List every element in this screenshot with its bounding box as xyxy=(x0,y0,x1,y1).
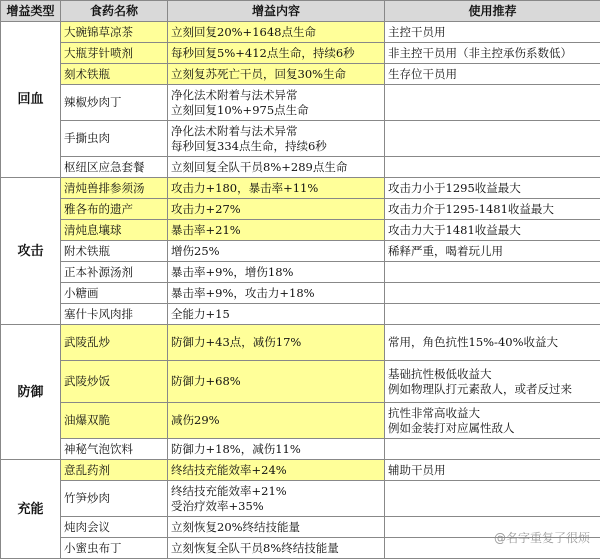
item-name-cell: 辣椒炒肉丁 xyxy=(61,85,168,121)
table-row xyxy=(1,439,600,460)
recommend-cell xyxy=(385,85,600,121)
recommend-cell: 攻击力小于1295收益最大 xyxy=(385,178,600,199)
effect-cell: 立刻复苏死亡干员，回复30%生命 xyxy=(168,64,385,85)
effect-cell: 暴击率+9%，增伤18% xyxy=(168,262,385,283)
item-name-cell: 武陵乱炒 xyxy=(61,325,168,361)
item-name-cell: 神秘气泡饮料 xyxy=(61,439,168,460)
table-row xyxy=(1,283,600,304)
item-name-cell: 武陵炒饭 xyxy=(61,361,168,403)
table-row xyxy=(1,460,600,481)
table-row xyxy=(1,43,600,64)
item-name-cell: 塞什卡风肉排 xyxy=(61,304,168,325)
item-name-cell: 竹笋炒肉 xyxy=(61,481,168,517)
item-name-cell: 附术铁瓶 xyxy=(61,241,168,262)
header-effect: 增益内容 xyxy=(168,1,385,22)
recommend-cell: 基础抗性极低收益大 例如物理队打元素敌人，或者反过来 xyxy=(385,361,600,403)
recommend-cell xyxy=(385,157,600,178)
table-row xyxy=(1,22,600,43)
recommend-cell xyxy=(385,283,600,304)
table-body xyxy=(1,22,600,559)
category-cell: 防御 xyxy=(1,325,61,460)
recommend-cell xyxy=(385,481,600,517)
recommend-cell: 攻击力大于1481收益最大 xyxy=(385,220,600,241)
effect-cell: 立刻恢复全队干员8%终结技能量 xyxy=(168,538,385,559)
header-type: 增益类型 xyxy=(1,1,61,22)
effect-cell: 防御力+43点，减伤17% xyxy=(168,325,385,361)
item-name-cell: 清炖兽排参须汤 xyxy=(61,178,168,199)
item-name-cell: 炖肉会议 xyxy=(61,517,168,538)
recommend-cell: 生存位干员用 xyxy=(385,64,600,85)
recommend-cell xyxy=(385,439,600,460)
recommend-cell: 稀释严重，喝着玩儿用 xyxy=(385,241,600,262)
item-name-cell: 雅各布的遗产 xyxy=(61,199,168,220)
recommend-cell: 辅助干员用 xyxy=(385,460,600,481)
table-row xyxy=(1,178,600,199)
recommend-cell xyxy=(385,304,600,325)
recommend-cell: 常用，角色抗性15%-40%收益大 xyxy=(385,325,600,361)
effect-cell: 暴击率+21% xyxy=(168,220,385,241)
table-row xyxy=(1,481,600,517)
category-cell: 攻击 xyxy=(1,178,61,325)
effect-cell: 立刻回复全队干员8%+289点生命 xyxy=(168,157,385,178)
header-recommend: 使用推荐 xyxy=(385,1,600,22)
item-name-cell: 大碗锦草凉茶 xyxy=(61,22,168,43)
effect-cell: 攻击力+180，暴击率+11% xyxy=(168,178,385,199)
table-row xyxy=(1,121,600,157)
recommend-cell: 主控干员用 xyxy=(385,22,600,43)
table-row xyxy=(1,157,600,178)
header-row xyxy=(1,1,600,22)
item-name-cell: 小蜜虫布丁 xyxy=(61,538,168,559)
table-row xyxy=(1,241,600,262)
item-name-cell: 刻术铁瓶 xyxy=(61,64,168,85)
item-name-cell: 油爆双脆 xyxy=(61,403,168,439)
item-name-cell: 清炖息壤球 xyxy=(61,220,168,241)
table-row xyxy=(1,85,600,121)
item-name-cell: 意乱药剂 xyxy=(61,460,168,481)
effect-cell: 立刻恢复20%终结技能量 xyxy=(168,517,385,538)
header-name: 食药名称 xyxy=(61,1,168,22)
effect-cell: 立刻回复20%+1648点生命 xyxy=(168,22,385,43)
table-row xyxy=(1,220,600,241)
effect-cell: 减伤29% xyxy=(168,403,385,439)
table-row xyxy=(1,361,600,403)
table-row xyxy=(1,304,600,325)
item-name-cell: 正本补源汤剂 xyxy=(61,262,168,283)
effect-cell: 攻击力+27% xyxy=(168,199,385,220)
effect-cell: 每秒回复5%+412点生命，持续6秒 xyxy=(168,43,385,64)
table-row xyxy=(1,64,600,85)
effect-cell: 终结技充能效率+24% xyxy=(168,460,385,481)
recommend-cell xyxy=(385,262,600,283)
category-cell: 回血 xyxy=(1,22,61,178)
recommend-cell: 抗性非常高收益大 例如金装打对应属性敌人 xyxy=(385,403,600,439)
recommend-cell: 非主控干员用（非主控承伤系数低） xyxy=(385,43,600,64)
effect-cell: 终结技充能效率+21% 受治疗效率+35% xyxy=(168,481,385,517)
recommend-cell xyxy=(385,121,600,157)
effect-cell: 防御力+68% xyxy=(168,361,385,403)
item-name-cell: 枢纽区应急套餐 xyxy=(61,157,168,178)
effect-cell: 全能力+15 xyxy=(168,304,385,325)
effect-cell: 防御力+18%，减伤11% xyxy=(168,439,385,460)
effect-cell: 增伤25% xyxy=(168,241,385,262)
item-name-cell: 小糖画 xyxy=(61,283,168,304)
table-row xyxy=(1,403,600,439)
recommend-cell: 攻击力介于1295-1481收益最大 xyxy=(385,199,600,220)
table-row xyxy=(1,325,600,361)
effect-cell: 净化法术附着与法术异常 每秒回复334点生命，持续6秒 xyxy=(168,121,385,157)
watermark: @名字重复了很烦 xyxy=(494,529,590,546)
category-cell: 充能 xyxy=(1,460,61,559)
item-name-cell: 手撕虫肉 xyxy=(61,121,168,157)
item-name-cell: 大瓶芽针喷剂 xyxy=(61,43,168,64)
effect-cell: 暴击率+9%，攻击力+18% xyxy=(168,283,385,304)
effect-cell: 净化法术附着与法术异常 立刻回复10%+975点生命 xyxy=(168,85,385,121)
table-row xyxy=(1,262,600,283)
table-row xyxy=(1,199,600,220)
